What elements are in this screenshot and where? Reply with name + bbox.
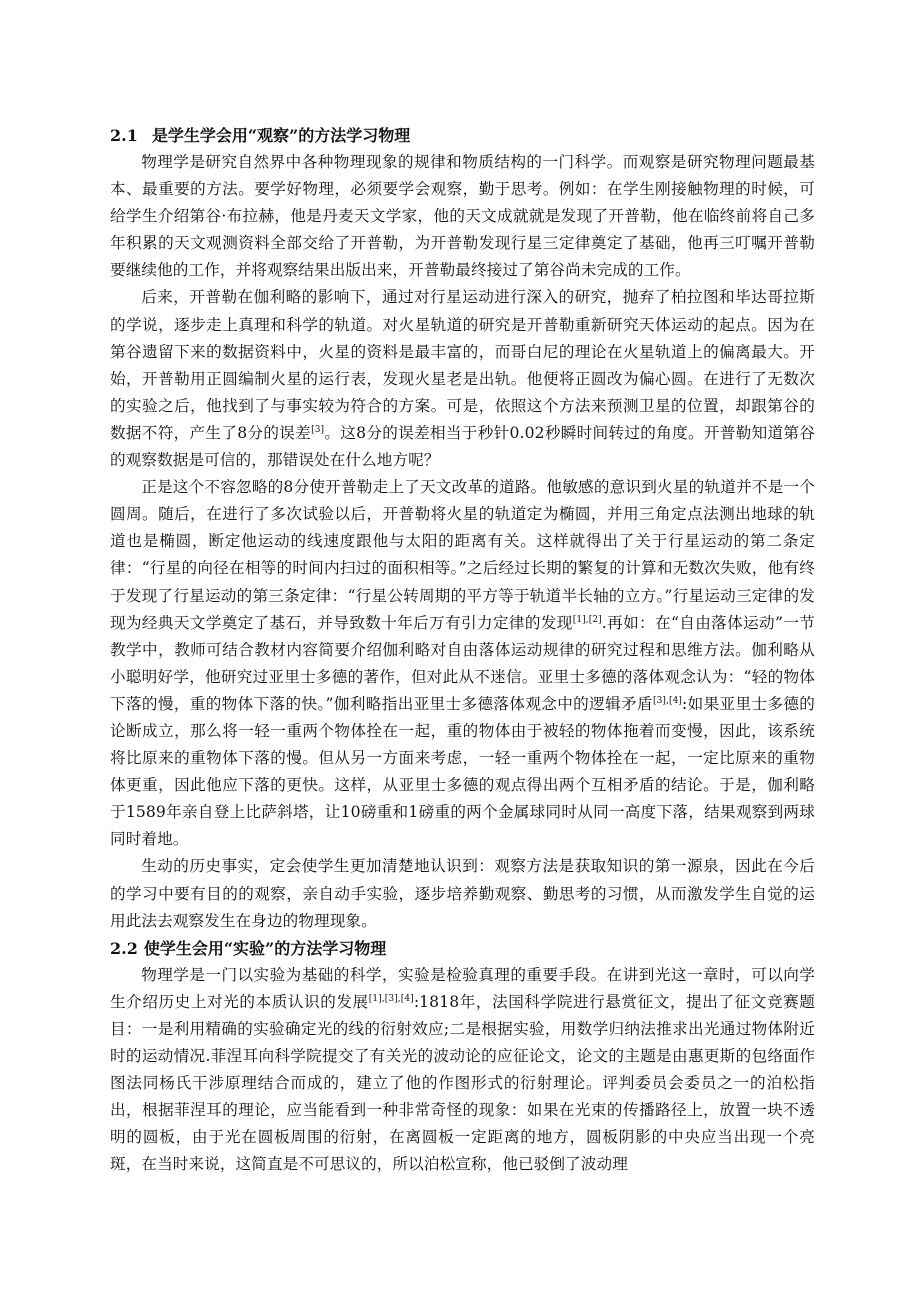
- paragraph: [110, 474, 815, 853]
- paragraph-text: 。这8分的误差相当于秒针0.02秒瞬时间转过的角度。开普勒知道第谷的观察数据是可信的，那错误处在什么地方呢？: [110, 423, 815, 470]
- citation: [3],[4]: [652, 695, 683, 706]
- paragraph-text: 正是这个不容忽略的8分使开普勒走上了天文改革的道路。他敏感的意识到火星的轨道并不是一个圆周。随后，在进行了多次试验以后，开普勒将火星的轨道定为椭圆，并用三角定点法测出地球的轨道也是椭圆，断定他运动的线速度跟他与太阳的距离有关。这样就得出了关于行星运动的第二条定律：“行星的向径在相等的时间内扫过的面积相等。”之后经过长期的繁复的计算和无数次失败，他有终于发现了行星运动的第三条定律：“行星公转周期的平方等于轨道半长轴的立方。”行星运动三定律的发现为经典天文学奠定了基石，并导致数十年后万有引力定律的发现: [110, 478, 815, 632]
- paragraph: [110, 853, 815, 934]
- section-number: 2.1: [110, 126, 138, 145]
- paragraph-text: .再如：在“自由落体运动”一节教学中，教师可结合教材内容简要介绍伽利略对自由落体运动规律的研究过程和思维方法。伽利略从小聪明好学，他研究过亚里士多德的著作，但对此从不迷信。亚里士多德的落体观念认为：“轻的物体下落的慢，重的物体下落的快。”伽利略指出亚里士多德落体观念中的逻辑矛盾: [110, 613, 815, 713]
- paragraph-text: :1818年，法国科学院进行悬赏征文，提出了征文竞赛题目：一是利用精确的实验确定光的线的衍射效应;二是根据实验，用数学归纳法推求出光通过物体附近时的运动情况.菲涅耳向科学院提交了有关光的波动论的应征论文，论文的主题是由惠更斯的包络面作图法同杨氏干涉原理结合而成的，建立了他的作图形式的衍射理论。评判委员会委员之一的泊松指出，根据菲涅耳的理论，应当能看到一种非常奇怪的现象：如果在光束的传播路径上，放置一块不透明的圆板，由于光在圆板周围的衍射，在离圆板一定距离的地方，圆板阴影的中央应当出现一个亮斑，在当时来说，这简直是不可思议的，所以泊松宣称，他已驳倒了波动理: [110, 992, 815, 1174]
- paragraph-text: 物理学是一门以实验为基础的科学，实验是检验真理的重要手段。在讲到光这一章时，可以向学生介绍历史上对光的本质认识的发展: [110, 965, 815, 1011]
- paragraph-text: 后来，开普勒在伽利略的影响下，通过对行星运动进行深入的研究，抛弃了柏拉图和毕达哥拉斯的学说，逐步走上真理和科学的轨道。对火星轨道的研究是开普勒重新研究天体运动的起点。因为在第谷遗留下来的数据资料中，火星的资料是最丰富的，而哥白尼的理论在火星轨道上的偏离最大。开始，开普勒用正圆编制火星的运行表，发现火星老是出轨。他便将正圆改为偏心圆。在进行了无数次的实验之后，他找到了与事实较为符合的方案。可是，依照这个方法来预测卫星的位置，却跟第谷的数据不符，产生了8分的误差: [110, 288, 815, 442]
- section-2-1-heading: [110, 122, 815, 149]
- citation: [3]: [311, 424, 325, 435]
- paragraph-text: 物理学是研究自然界中各种物理现象的规律和物质结构的一门科学。而观察是研究物理问题最基本、最重要的方法。要学好物理，必须要学会观察，勤于思考。例如：在学生刚接触物理的时候，可给学生介绍第谷·布拉赫，他是丹麦天文学家，他的天文成就就是发现了开普勒，他在临终前将自己多年积累的天文观测资料全部交给了开普勒，为开普勒发现行星三定律奠定了基础，他再三叮嘱开普勒要继续他的工作，并将观察结果出版出来，开普勒最终接过了第谷尚未完成的工作。: [110, 153, 815, 280]
- paragraph: [110, 284, 815, 474]
- section-title: 是学生学会用“观察”的方法学习物理: [151, 126, 411, 145]
- citation: [1],[2]: [572, 614, 602, 625]
- paragraph-text: :如果亚里士多德的论断成立，那么将一轻一重两个物体拴在一起，重的物体由于被轻的物体拖着而变慢，因此，该系统将比原来的重物体下落的慢。但从另一方面来考虑，一轻一重两个物体拴在一起，一定比原来的重物体更重，因此他应下落的更快。这样，从亚里士多德的观点得出两个互相矛盾的结论。于是，伽利略于1589年亲自登上比萨斜塔，让10磅重和1磅重的两个金属球同时从同一高度下落，结果观察到两球同时着地。: [110, 694, 815, 849]
- document-body: [110, 122, 815, 1178]
- section-2-2-heading: [110, 935, 815, 962]
- section-number: 2.2: [110, 938, 138, 958]
- section-title: 使学生会用“实验”的方法学习物理: [143, 938, 387, 958]
- paragraph: [110, 149, 815, 284]
- paragraph-text: 生动的历史事实，定会使学生更加清楚地认识到：观察方法是获取知识的第一源泉，因此在今后的学习中要有目的的观察，亲自动手实验，逐步培养勤观察、勤思考的习惯，从而激发学生自觉的运用此法去观察发生在身边的物理现象。: [110, 857, 815, 930]
- paragraph: [110, 962, 815, 1179]
- citation: [1],[3],[4]: [368, 993, 414, 1004]
